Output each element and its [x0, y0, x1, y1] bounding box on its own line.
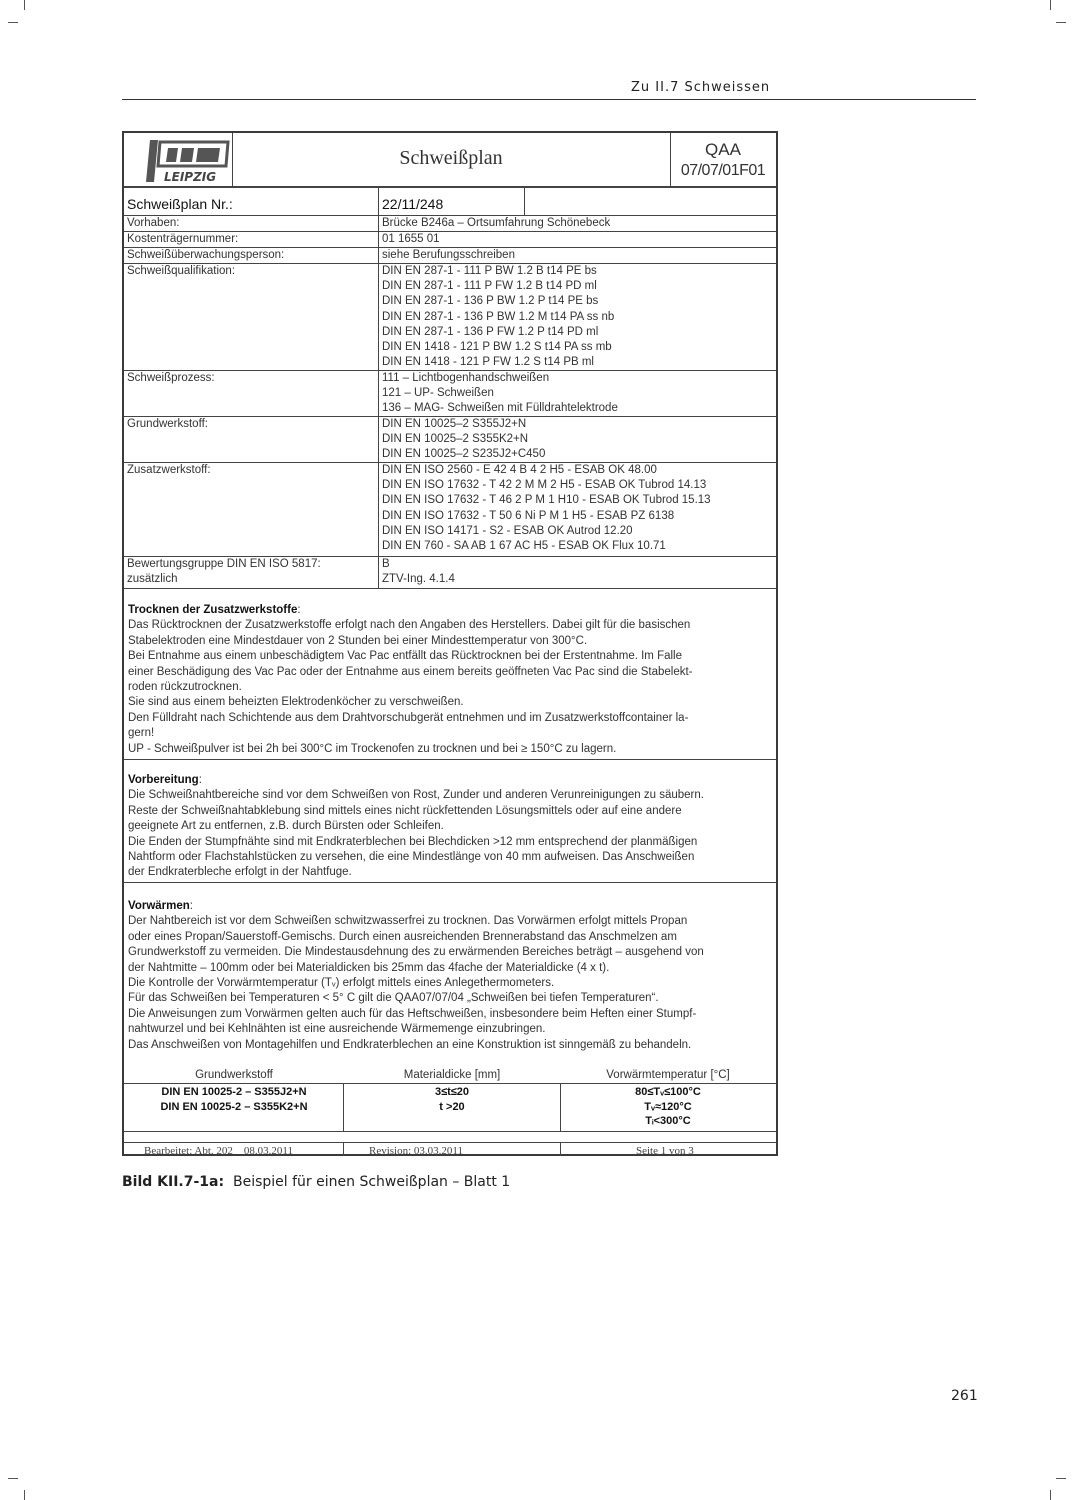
form-title: Schweißplan	[399, 147, 503, 169]
crop-mark	[1050, 0, 1051, 10]
temp-header-base-material: Grundwerkstoff	[195, 1069, 273, 1081]
form-code-line1: QAA	[705, 140, 741, 159]
row-label-base-material: Grundwerkstoff:	[127, 418, 208, 430]
row-value-qualification: DIN EN 287-1 - 111 P BW 1.2 B t14 PE bs DIN EN 287-1 - 111 P FW 1.2 B t14 PD ml DIN EN 287-1 - 136 P BW 1.2 P t14 PE bs DIN EN 287-1 - 136 P BW 1.2 M t14 PA ss nb DIN EN 287-1 - 136 P FW 1.2 P t14 PD ml DIN EN 1418 - 121 P BW 1.2 S t14 PA ss mb DIN EN 1418 - 121 P FW 1.2 S t14 PB ml	[382, 265, 615, 369]
row-label-cost-number: Kostenträgernummer:	[127, 233, 239, 245]
figure-caption	[122, 1174, 510, 1190]
row-value-project: Brücke B246a – Ortsumfahrung Schönebeck	[382, 217, 611, 229]
plan-number-value: 22/11/248	[382, 196, 444, 212]
footer-revision: Revision: 03.03.2011	[369, 1145, 464, 1157]
row-value-supervisor: siehe Berufungsschreiben	[382, 249, 515, 261]
row-label-supervisor: Schweißüberwachungsperson:	[127, 249, 285, 261]
temp-cell-temperature: 80≤Tᵥ≤100°C Tᵥ≈120°C Tᵢ<300°C	[635, 1086, 701, 1127]
row-label-process: Schweißprozess:	[127, 372, 215, 384]
crop-mark	[1050, 1490, 1051, 1500]
row-value-cost-number: 01 1655 01	[382, 233, 440, 245]
crop-mark	[8, 1478, 18, 1479]
temp-header-preheat-temp: Vorwärmtemperatur [°C]	[606, 1069, 730, 1081]
form-code-line2: 07/07/01F01	[680, 162, 766, 179]
crop-mark	[1056, 22, 1066, 23]
company-logo	[144, 138, 230, 184]
temp-cell-thickness: 3≤t≤20 t >20	[434, 1086, 470, 1113]
footer-page: Seite 1 von 3	[636, 1145, 694, 1157]
section-preparation: Vorbereitung: Die Schweißnahtbereiche sind vor dem Schweißen von Rost, Zunder und anderen Verunreinigungen zu säubern. Reste der Schweißnahtabklebung sind mittels eines nicht rückfettenden Lösungsmittels oder auf eine andere geeignete Art zu entfernen, z.B. durch Bürsten oder Schleifen. Die Enden der Stumpfnähte sind mit Endkraterblechen bei Blechdicken >12 mm entsprechend der planmäßigen Nahtform oder Flachstahlstücken zu versehen, die eine Mindestlänge von 40 mm aufweisen. Das Anschweißen der Endkraterbleche erfolgt in der Nahtfuge.	[128, 774, 704, 879]
section-preheating: Vorwärmen: Der Nahtbereich ist vor dem Schweißen schwitzwasserfrei zu trocknen. Das Vorwärmen erfolgt mittels Propan oder eines Propan/Sauerstoff-Gemischs. Durch einen ausreichenden Brennerabstand das Anschmelzen am Grundwerkstoff zu vermeiden. Die Mindestausdehnung des zu erwärmenden Bereiches beträgt – ausgehend von der Nahtmitte – 100mm oder bei Materialdicken bis 25mm das 4fache der Materialdicke (4 x t). Die Kontrolle der Vorwärmtemperatur (Tᵥ) erfolgt mittels eines Anlegethermometers. Für das Schweißen bei Temperaturen < 5° C gilt die QAA07/07/04 „Schweißen bei tiefen Temperaturen“. Die Anweisungen zum Vorwärmen gelten auch für das Heftschweißen, insbesondere beim Heften einer Stumpf- nahtwurzel und bei Kehlnähten ist eine ausreichende Wärmemenge einzubringen. Das Anschweißen von Montagehilfen und Endkraterblechen an eine Konstruktion ist sinngemäß zu behandeln.	[128, 900, 704, 1051]
crop-mark	[24, 0, 25, 10]
section-heading: Vorwärmen	[128, 900, 190, 912]
caption-text: Beispiel für einen Schweißplan – Blatt 1	[233, 1174, 511, 1190]
caption-label: Bild KII.7-1a:	[122, 1174, 225, 1190]
row-value-quality-level: B ZTV-Ing. 4.1.4	[382, 558, 455, 586]
temp-cell-materials: DIN EN 10025-2 – S355J2+N DIN EN 10025-2 – S355K2+N	[160, 1086, 308, 1113]
footer-edited: Bearbeitet: Abt. 202 08.03.2011	[144, 1145, 293, 1157]
row-label-project: Vorhaben:	[127, 217, 180, 229]
running-header: Zu II.7 Schweissen	[631, 80, 771, 95]
row-label-filler-material: Zusatzwerkstoff:	[127, 464, 211, 476]
plan-number-label: Schweißplan Nr.:	[127, 196, 233, 212]
row-value-filler-material: DIN EN ISO 2560 - E 42 4 B 4 2 H5 - ESAB OK 48.00 DIN EN ISO 17632 - T 42 2 M M 2 H5 - ESAB OK Tubrod 14.13 DIN EN ISO 17632 - T 46 2 P M 1 H10 - ESAB OK Tubrod 15.13 DIN EN ISO 17632 - T 50 6 Ni P M 1 H5 - ESAB PZ 6138 DIN EN ISO 14171 - S2 - ESAB OK Autrod 12.20 DIN EN 760 - SA AB 1 67 AC H5 - ESAB OK Flux 10.71	[382, 464, 711, 553]
row-value-base-material: DIN EN 10025–2 S355J2+N DIN EN 10025–2 S355K2+N DIN EN 10025–2 S235J2+C450	[382, 418, 546, 461]
crop-mark	[1056, 1478, 1066, 1479]
section-heading: Vorbereitung	[128, 774, 199, 786]
row-value-process: 111 – Lichtbogenhandschweißen 121 – UP- Schweißen 136 – MAG- Schweißen mit Fülldrahtelektrode	[382, 372, 618, 415]
section-heading: Trocknen der Zusatzwerkstoffe	[128, 604, 298, 616]
crop-mark	[24, 1490, 25, 1500]
section-drying: Trocknen der Zusatzwerkstoffe: Das Rücktrocknen der Zusatzwerkstoffe erfolgt nach den Angaben des Herstellers. Dabei gilt für die basischen Stabelektroden eine Mindestdauer von 2 Stunden bei einer Mindesttemperatur von 300°C. Bei Entnahme aus einem unbeschädigtem Vac Pac entfällt das Rücktrocknen bei der Erstentnahme. Im Falle einer Beschädigung des Vac Pac oder der Entnahme aus einem bereits geöffneten Vac Pac sind die Stabelekt- roden rückzutrocknen. Sie sind aus einem beheizten Elektrodenköcher zu verschweißen. Den Fülldraht nach Schichtende aus dem Drahtvorschubgerät entnehmen und im Zusatzwerkstoffcontainer la- gern! UP - Schweißpulver ist bei 2h bei 300°C im Trockenofen zu trocknen und bei ≥ 150°C zu lagern.	[128, 604, 693, 755]
row-label-qualification: Schweißqualifikation:	[127, 265, 236, 277]
logo-text: LEIPZIG	[164, 170, 217, 184]
page-number: 261	[951, 1388, 978, 1404]
welding-plan-form	[122, 131, 778, 1156]
row-label-quality-level: Bewertungsgruppe DIN EN ISO 5817: zusätzlich	[127, 558, 321, 586]
crop-mark	[8, 22, 18, 23]
temp-header-thickness: Materialdicke [mm]	[403, 1069, 501, 1081]
header-rule	[122, 99, 976, 100]
